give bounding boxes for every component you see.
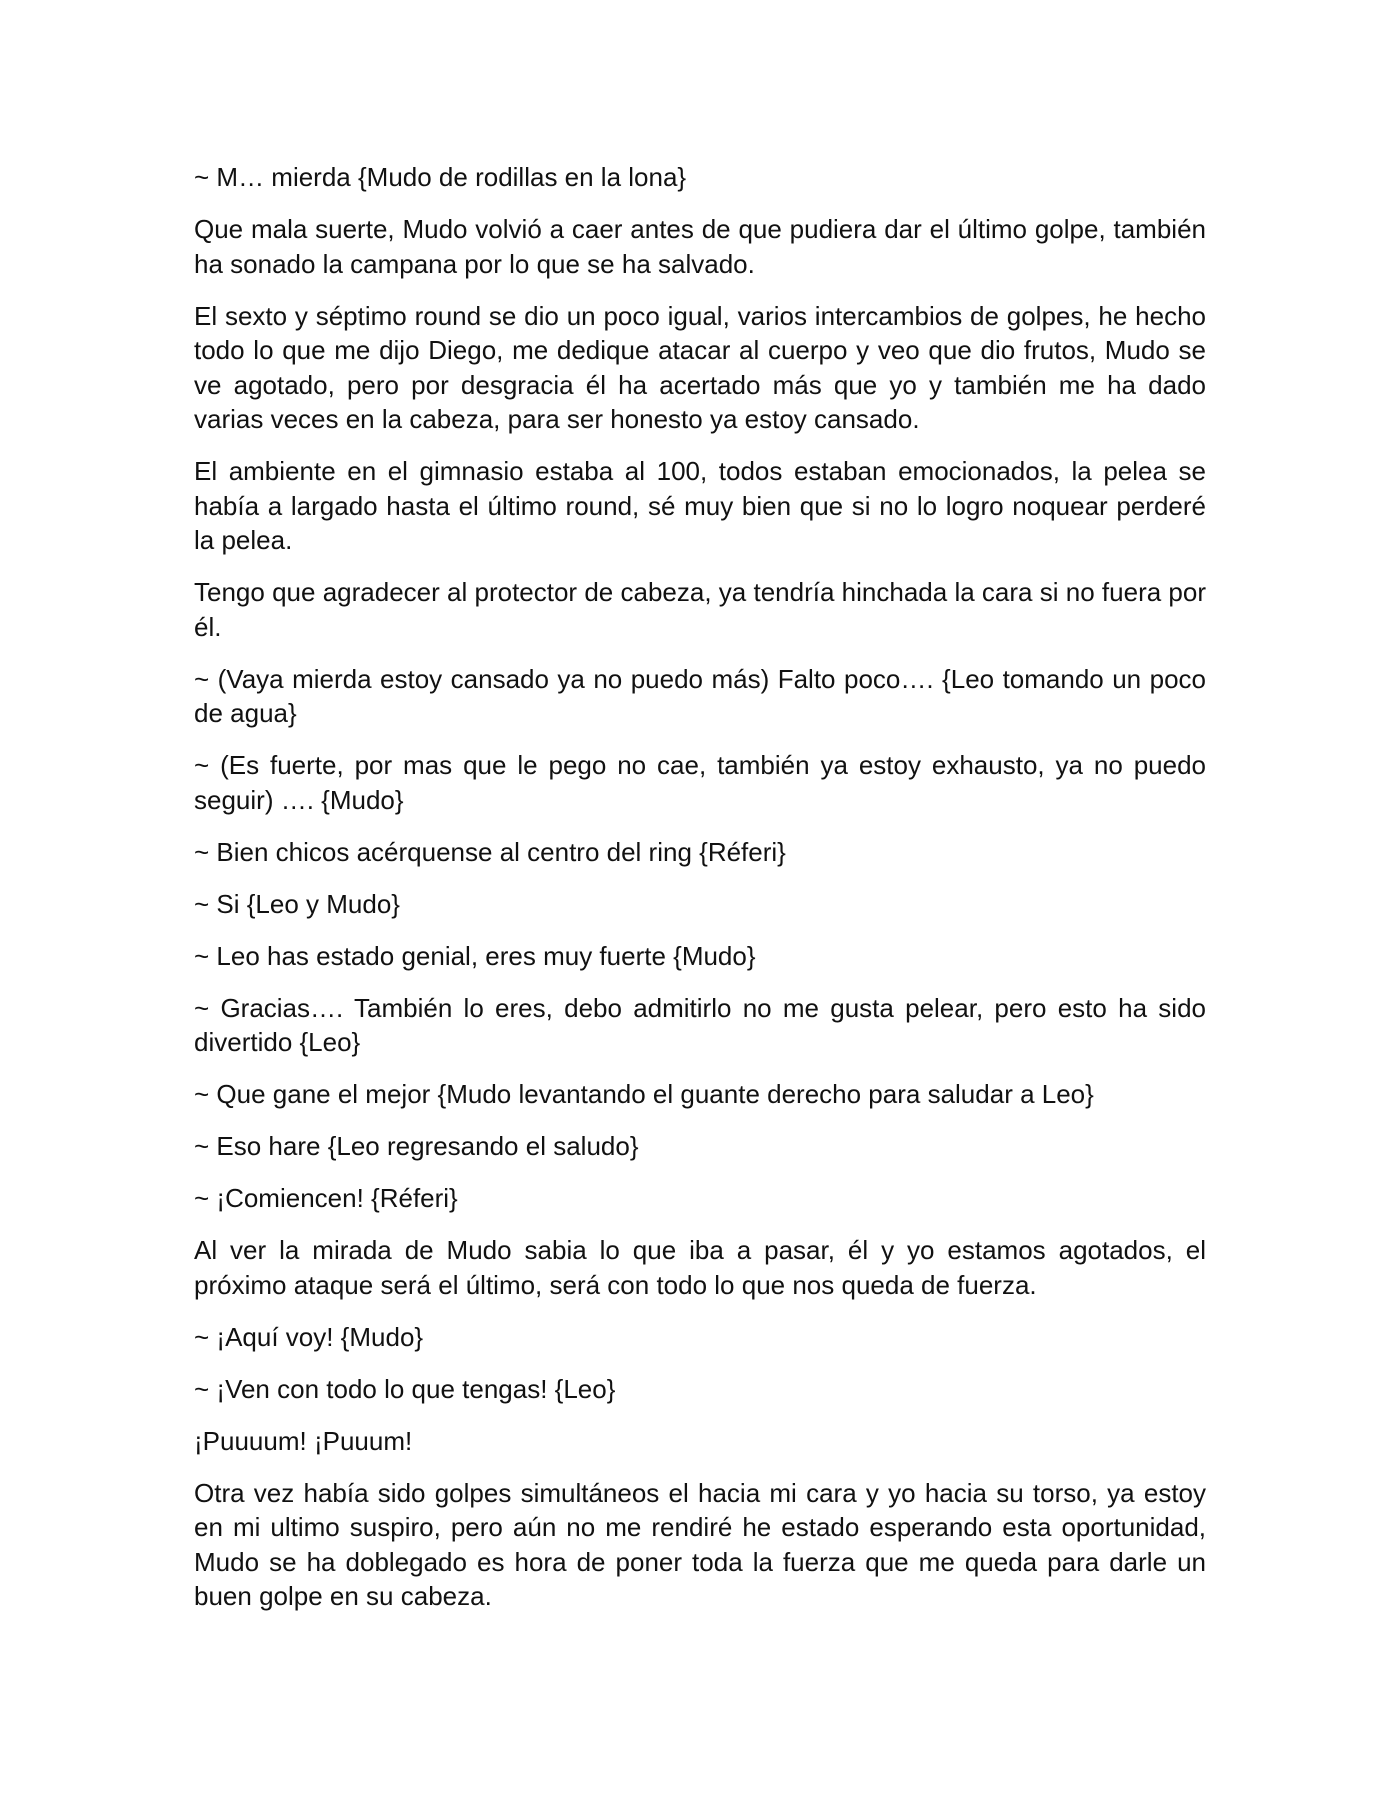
paragraph-9: ~ Si {Leo y Mudo} <box>194 888 400 919</box>
document-page <box>194 160 1206 1631</box>
paragraph-16: ~ ¡Aquí voy! {Mudo} <box>194 1321 424 1352</box>
paragraph-10: ~ Leo has estado genial, eres muy fuerte {Mudo} <box>194 940 756 971</box>
paragraph-12: ~ Que gane el mejor {Mudo levantando el guante derecho para saludar a Leo} <box>194 1079 1094 1109</box>
paragraph-14: ~ ¡Comiencen! {Réferi} <box>194 1183 458 1213</box>
paragraph-17: ~ ¡Ven con todo lo que tengas! {Leo} <box>194 1373 616 1404</box>
paragraph-11: ~ Gracias…. También lo eres, debo admitirlo no me gusta pelear, pero esto ha sido divertido {Leo} <box>194 992 1206 1057</box>
paragraph-8: ~ Bien chicos acérquense al centro del ring {Réferi} <box>194 836 786 867</box>
paragraph-13: ~ Eso hare {Leo regresando el saludo} <box>194 1131 639 1161</box>
paragraph-3: El sexto y séptimo round se dio un poco igual, varios intercambios de golpes, he hecho todo lo que me dijo Diego, me dedique atacar al cuerpo y veo que dio frutos, Mudo se ve agotado, pero por desgracia él ha acertado más que yo y también me ha dado varias veces en la cabeza, para ser honesto ya estoy cansado. <box>194 300 1206 434</box>
paragraph-1: ~ M… mierda {Mudo de rodillas en la lona} <box>194 162 687 192</box>
paragraph-2: Que mala suerte, Mudo volvió a caer antes de que pudiera dar el último golpe, también ha sonado la campana por lo que se ha salvado. <box>194 214 1206 279</box>
paragraph-6: ~ (Vaya mierda estoy cansado ya no puedo más) Falto poco…. {Leo tomando un poco de agua} <box>194 663 1206 728</box>
paragraph-7: ~ (Es fuerte, por mas que le pego no cae, también ya estoy exhausto, ya no puedo seguir) …. {Mudo} <box>194 750 1206 815</box>
paragraph-18: ¡Puuuum! ¡Puuum! <box>194 1425 413 1456</box>
paragraph-19: Otra vez había sido golpes simultáneos el hacia mi cara y yo hacia su torso, ya estoy en mi ultimo suspiro, pero aún no me rendiré he estado esperando esta oportunidad, Mudo se ha doblegado es hora de poner toda la fuerza que me queda para darle un buen golpe en su cabeza. <box>194 1477 1206 1611</box>
paragraph-15: Al ver la mirada de Mudo sabia lo que iba a pasar, él y yo estamos agotados, el próximo ataque será el último, será con todo lo que nos queda de fuerza. <box>194 1235 1206 1300</box>
paragraph-4: El ambiente en el gimnasio estaba al 100, todos estaban emocionados, la pelea se había a largado hasta el último round, sé muy bien que si no lo logro noquear perderé la pelea. <box>194 456 1206 555</box>
paragraph-5: Tengo que agradecer al protector de cabeza, ya tendría hinchada la cara si no fuera por él. <box>194 577 1206 642</box>
